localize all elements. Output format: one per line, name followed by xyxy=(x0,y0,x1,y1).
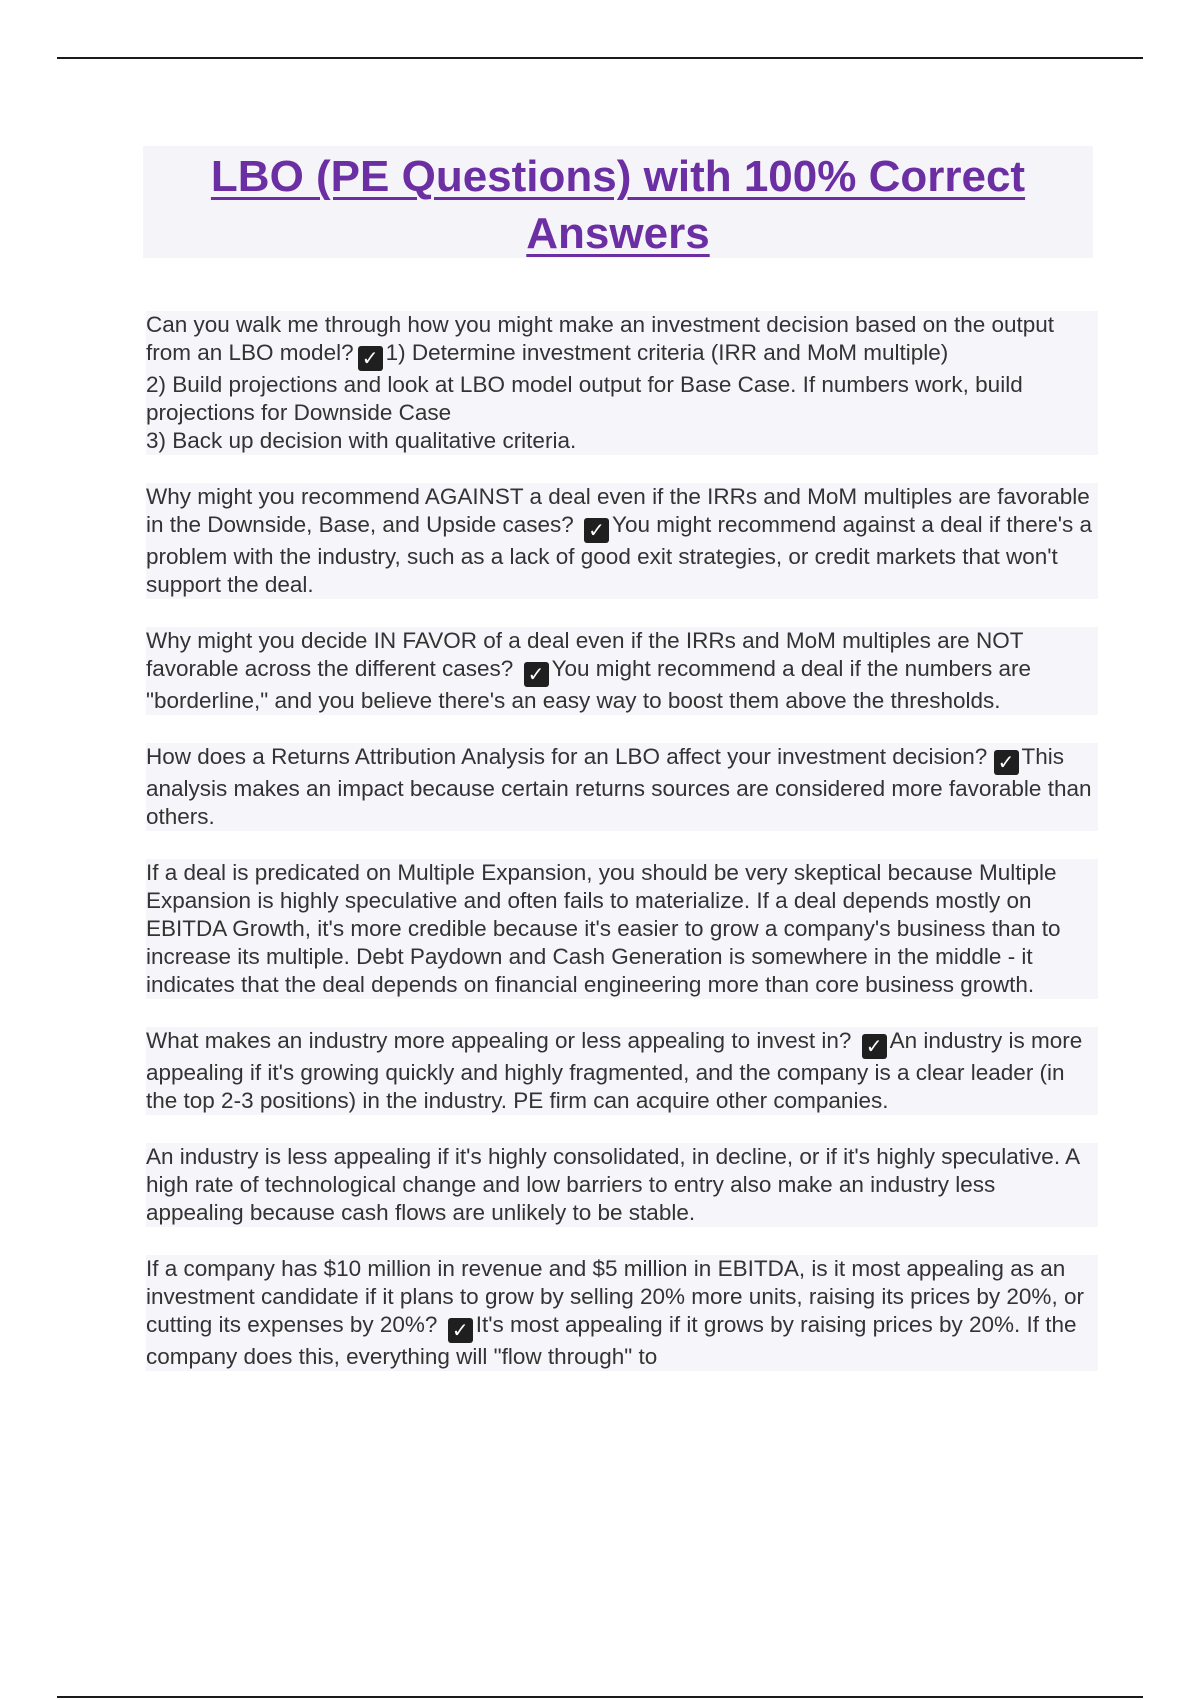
check-box-icon: ✓ xyxy=(448,1318,473,1343)
check-box-icon: ✓ xyxy=(524,662,549,687)
answer-text: You might recommend against a deal if there's a problem with the industry, such as a lack of good exit strategies, or credit markets that won't support the deal. xyxy=(146,512,1093,597)
answer-line: 1) Determine investment criteria (IRR and MoM multiple) xyxy=(385,340,949,365)
qa-item xyxy=(146,1027,1098,1115)
question-text: Can you walk me through how you might make an investment decision based on the output from an LBO model? xyxy=(146,312,1055,365)
document-title: LBO (PE Questions) with 100% Correct Answers xyxy=(210,152,1026,258)
question-text: How does a Returns Attribution Analysis for an LBO affect your investment decision? xyxy=(146,744,988,769)
check-box-icon: ✓ xyxy=(994,750,1019,775)
answer-text: An industry is more appealing if it's growing quickly and highly fragmented, and the company is a clear leader (in the top 2-3 positions) in the industry. PE firm can acquire other companies. xyxy=(146,1028,1083,1113)
answer-text: This analysis makes an impact because certain returns sources are considered more favorable than others. xyxy=(146,744,1092,829)
document-body xyxy=(146,311,1098,1399)
qa-item xyxy=(146,743,1098,831)
answer-text: You might recommend a deal if the numbers are "borderline," and you believe there's an easy way to boost them above the thresholds. xyxy=(146,656,1031,713)
bottom-rule xyxy=(57,1696,1143,1698)
check-box-icon: ✓ xyxy=(862,1034,887,1059)
qa-item xyxy=(146,1255,1098,1371)
paragraph: If a deal is predicated on Multiple Expansion, you should be very skeptical because Multiple Expansion is highly speculative and often fails to materialize. If a deal depends mostly on EBITDA Growth, it's more credible because it's easier to grow a company's business than to increase its multiple. Debt Paydown and Cash Generation is somewhere in the middle - it indicates that the deal depends on financial engineering more than core business growth. xyxy=(146,859,1098,999)
paragraph: An industry is less appealing if it's highly consolidated, in decline, or if it's highly speculative. A high rate of technological change and low barriers to entry also make an industry less appealing because cash flows are unlikely to be stable. xyxy=(146,1143,1098,1227)
title-box xyxy=(143,146,1093,258)
top-rule xyxy=(57,57,1143,59)
qa-item xyxy=(146,627,1098,715)
question-text: What makes an industry more appealing or less appealing to invest in? xyxy=(146,1028,852,1053)
answer-line: 3) Back up decision with qualitative criteria. xyxy=(146,428,577,453)
question-text: Why might you decide IN FAVOR of a deal even if the IRRs and MoM multiples are NOT favorable across the different cases? xyxy=(146,628,1024,681)
qa-item xyxy=(146,483,1098,599)
qa-item xyxy=(146,311,1098,455)
check-box-icon: ✓ xyxy=(358,346,383,371)
check-box-icon: ✓ xyxy=(584,518,609,543)
question-text: If a company has $10 million in revenue and $5 million in EBITDA, is it most appealing as an investment candidate if it plans to grow by selling 20% more units, raising its prices by 20%, or cutting its expenses by 20%? xyxy=(146,1256,1084,1337)
answer-text: It's most appealing if it grows by raising prices by 20%. If the company does this, everything will "flow through" to xyxy=(146,1312,1077,1369)
answer-line: 2) Build projections and look at LBO model output for Base Case. If numbers work, build projections for Downside Case xyxy=(146,372,1023,425)
question-text: Why might you recommend AGAINST a deal even if the IRRs and MoM multiples are favorable in the Downside, Base, and Upside cases? xyxy=(146,484,1090,537)
